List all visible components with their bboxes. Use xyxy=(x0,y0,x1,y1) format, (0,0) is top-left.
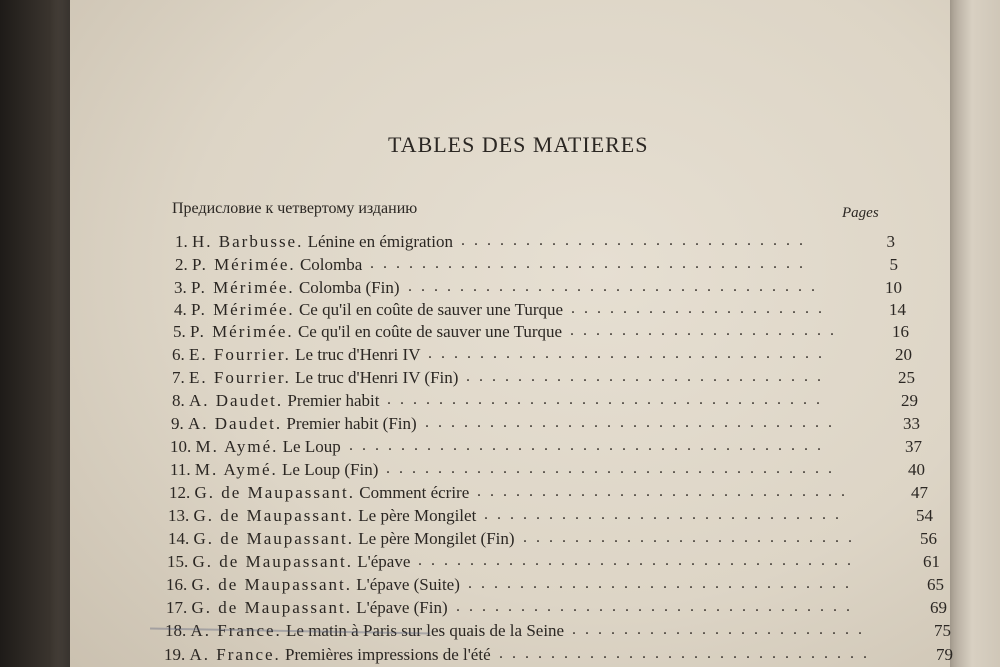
toc-entry xyxy=(0,506,1000,530)
leader-dots: ............................... xyxy=(456,598,859,615)
entry-page-number: 5 xyxy=(889,255,898,274)
entry-page-number: 69 xyxy=(930,598,947,617)
toc-entry xyxy=(0,598,1000,622)
leader-dots: ............................... xyxy=(428,345,831,362)
toc-entry-label xyxy=(170,437,341,457)
toc-entry-label xyxy=(171,414,417,434)
entry-title: Colomba xyxy=(295,255,363,274)
entry-author: G. de Maupassant. xyxy=(191,598,353,617)
entry-number: 13. xyxy=(168,506,194,525)
leader-dots: .................................. xyxy=(370,255,812,272)
entry-author: G. de Maupassant. xyxy=(194,483,356,502)
toc-entry-label xyxy=(172,368,458,388)
toc-entry xyxy=(0,552,1000,576)
entry-title: Premier habit (Fin) xyxy=(282,414,417,433)
entry-number: 12. xyxy=(169,483,195,502)
entry-page-number: 29 xyxy=(901,391,918,410)
entry-author: P. Mérimée. xyxy=(192,255,296,274)
entry-author: G. de Maupassant. xyxy=(193,506,355,525)
entry-page-number: 10 xyxy=(885,278,902,297)
toc-entry xyxy=(0,575,1000,599)
preface-line: Предисловие к четвертому изданию xyxy=(172,200,418,217)
toc-entry xyxy=(0,345,1000,369)
toc-entry-label xyxy=(166,575,460,595)
leader-dots: .............................. xyxy=(468,575,858,592)
leader-dots: ..................... xyxy=(570,322,843,339)
toc-entry-label xyxy=(168,506,476,526)
leader-dots: ........................... xyxy=(461,232,812,249)
toc-entry xyxy=(0,621,1000,645)
entry-title: Colomba (Fin) xyxy=(294,278,400,297)
entry-number: 16. xyxy=(166,575,192,594)
leader-dots: ..................................... xyxy=(349,437,830,454)
entry-author: E. Fourrier. xyxy=(189,345,291,364)
entry-number: 2. xyxy=(175,255,192,274)
entry-page-number: 79 xyxy=(936,645,953,664)
toc-entry xyxy=(0,368,1000,392)
toc-entry xyxy=(0,460,1000,484)
leader-dots: ................................... xyxy=(386,460,841,477)
leader-dots: .......................... xyxy=(523,529,861,546)
entry-title: Le truc d'Henri IV xyxy=(290,345,421,364)
entry-author: M. Aymé. xyxy=(194,460,278,479)
entry-number: 4. xyxy=(174,300,191,319)
leader-dots: .................................. xyxy=(387,391,829,408)
toc-entry-label xyxy=(175,232,453,252)
entry-author: E. Fourrier. xyxy=(189,368,291,387)
entry-author: A. France. xyxy=(189,645,281,664)
toc-entry xyxy=(0,322,1000,346)
pages-column-header: Pages xyxy=(842,205,879,221)
toc-entry xyxy=(0,391,1000,415)
entry-title: Ce qu'il en coûte de sauver une Turque xyxy=(294,300,564,319)
entry-author: A. France. xyxy=(190,621,282,640)
entry-page-number: 25 xyxy=(898,368,915,387)
toc-entry-label xyxy=(164,645,491,665)
entry-number: 9. xyxy=(171,414,188,433)
entry-number: 1. xyxy=(175,232,192,251)
entry-page-number: 65 xyxy=(927,575,944,594)
entry-number: 14. xyxy=(168,529,194,548)
toc-entry xyxy=(0,255,1000,279)
toc-entry-label xyxy=(174,278,400,298)
entry-number: 19. xyxy=(164,645,190,664)
entry-page-number: 33 xyxy=(903,414,920,433)
entry-number: 15. xyxy=(167,552,193,571)
entry-page-number: 56 xyxy=(920,529,937,548)
page-title: TABLES DES MATIERES xyxy=(388,132,649,157)
entry-title: L'épave xyxy=(353,552,411,571)
entry-number: 8. xyxy=(172,391,189,410)
entry-title: L'épave (Suite) xyxy=(352,575,460,594)
entry-title: Le truc d'Henri IV (Fin) xyxy=(290,368,459,387)
entry-number: 10. xyxy=(170,437,196,456)
entry-title: Lénine en émigration xyxy=(303,232,453,251)
toc-entry xyxy=(0,300,1000,324)
entry-number: 7. xyxy=(172,368,189,387)
entry-title: Le Loup xyxy=(278,437,341,456)
leader-dots: ............................ xyxy=(466,368,830,385)
toc-entry xyxy=(0,529,1000,553)
entry-title: Le père Mongilet (Fin) xyxy=(354,529,515,548)
toc-entry-label xyxy=(168,529,515,549)
entry-author: P. Mérimée. xyxy=(191,278,295,297)
entry-page-number: 37 xyxy=(905,437,922,456)
entry-page-number: 75 xyxy=(934,621,951,640)
entry-page-number: 54 xyxy=(916,506,933,525)
leader-dots: ............................ xyxy=(484,506,848,523)
leader-dots: ............................. xyxy=(477,483,854,500)
entry-number: 3. xyxy=(174,278,191,297)
toc-entry-label xyxy=(170,460,378,480)
entry-title: Comment écrire xyxy=(355,483,470,502)
entry-page-number: 47 xyxy=(911,483,928,502)
toc-entry-label xyxy=(169,483,469,503)
toc-entry-label xyxy=(175,255,362,275)
entry-number: 6. xyxy=(172,345,189,364)
leader-dots: .................... xyxy=(571,300,831,317)
leader-dots: ................................ xyxy=(408,278,824,295)
entry-page-number: 40 xyxy=(908,460,925,479)
entry-title: Premières impressions de l'été xyxy=(280,645,491,664)
entry-author: G. de Maupassant. xyxy=(191,575,353,594)
toc-entry-label xyxy=(174,300,563,320)
entry-title: Ce qu'il en coûte de sauver une Turque xyxy=(293,322,563,341)
entry-number: 5. xyxy=(173,322,190,341)
entry-number: 17. xyxy=(166,598,192,617)
entry-page-number: 20 xyxy=(895,345,912,364)
entry-author: M. Aymé. xyxy=(195,437,279,456)
entry-author: P. Mérimée. xyxy=(190,322,294,341)
entry-author: G. de Maupassant. xyxy=(193,529,355,548)
entry-author: P. Mérimée. xyxy=(191,300,295,319)
toc-entry xyxy=(0,483,1000,507)
entry-title: Premier habit xyxy=(283,391,380,410)
leader-dots: .................................. xyxy=(418,552,860,569)
entry-author: A. Daudet. xyxy=(189,391,284,410)
entry-author: H. Barbusse. xyxy=(192,232,304,251)
entry-title: Le matin à Paris sur les quais de la Seine xyxy=(281,621,565,640)
toc-entry-label xyxy=(173,322,562,342)
toc-entry xyxy=(0,414,1000,438)
toc-entry xyxy=(0,278,1000,302)
entry-author: A. Daudet. xyxy=(188,414,283,433)
toc-entry-label xyxy=(167,552,410,572)
toc-entry-label xyxy=(172,391,379,411)
entry-page-number: 16 xyxy=(892,322,909,341)
leader-dots: ....................... xyxy=(572,621,871,638)
entry-title: Le Loup (Fin) xyxy=(277,460,379,479)
toc-entry xyxy=(0,437,1000,461)
entry-title: L'épave (Fin) xyxy=(352,598,448,617)
entry-page-number: 14 xyxy=(889,300,906,319)
entry-author: G. de Maupassant. xyxy=(192,552,354,571)
entry-page-number: 3 xyxy=(886,232,895,251)
leader-dots: ................................ xyxy=(425,414,841,431)
entry-number: 18. xyxy=(165,621,191,640)
toc-entry-label xyxy=(166,598,448,618)
entry-title: Le père Mongilet xyxy=(354,506,477,525)
toc-entry xyxy=(0,232,1000,256)
toc-entry-label xyxy=(172,345,420,365)
toc-entry xyxy=(0,645,1000,667)
entry-page-number: 61 xyxy=(923,552,940,571)
leader-dots: ............................. xyxy=(499,645,876,662)
entry-number: 11. xyxy=(170,460,195,479)
